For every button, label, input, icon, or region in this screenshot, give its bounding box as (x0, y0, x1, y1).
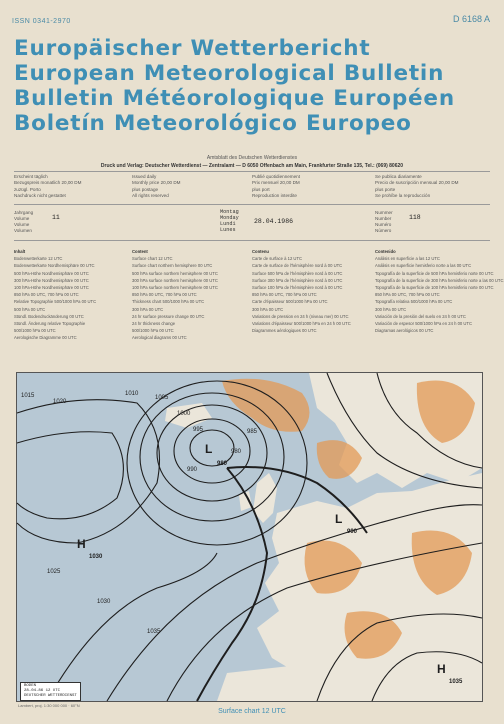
contents-item: Thickness chart 500/1000 hPa 00 UTC (132, 299, 205, 305)
isobar-label: 1030 (97, 599, 111, 605)
contents-item: Relative Topographie 500/1000 hPa 00 UTC (14, 299, 97, 305)
contents-item: 300 hPa surface northern hemisphere 00 UTC (132, 277, 218, 283)
contents-heading: Contenido (375, 249, 396, 254)
contents-item: Topografía relativa 500/1000 hPa 00 UTC (375, 299, 453, 305)
contents-item: Variación de espesor 500/1000 hPa en 24 h 00 UTC (375, 321, 472, 327)
info-english (132, 174, 181, 199)
contents-item: 100 hPa surface northern hemisphere 00 UTC (132, 285, 218, 291)
isobar-label: 1025 (47, 569, 61, 575)
contents-french (252, 248, 364, 334)
contents-item: Aerologische Diagramme 00 UTC (14, 335, 77, 341)
volume-divider (14, 240, 490, 241)
low-pressure-value: 990 (347, 529, 358, 535)
info-french (252, 174, 300, 199)
volume-block (14, 210, 74, 234)
contents-item: Topografía de la superficie de 100 hPa hemisferio norte 00 UTC (375, 285, 494, 291)
volume-label: Volume (14, 216, 30, 221)
contents-item: 24 hr thickness change (132, 321, 176, 327)
number-value: 118 (409, 214, 421, 221)
isobar-label: 1000 (177, 411, 191, 417)
contents-german (14, 248, 126, 342)
info-line: plus postage (132, 186, 159, 192)
info-line: Monthly price 20,00 DM (132, 180, 181, 186)
volume-label: Jahrgang (14, 210, 34, 215)
contents-item: Topografía de la superficie de 300 hPa hemisferio norte a las 00 UTC (375, 277, 504, 283)
title-french: Bulletin Météorologique Européen (14, 86, 455, 111)
contents-item: Diagramas aerológicos 00 UTC (375, 328, 434, 334)
isobar-label: 1020 (53, 399, 67, 405)
contents-item: 850 hPa 00 UTC, 700 hPa 00 UTC (14, 292, 79, 298)
contents-item: 500/1000 hPa 00 UTC (132, 328, 174, 334)
stamp-line: BODEN (24, 684, 37, 688)
contents-english (132, 248, 244, 342)
contents-item: Surface chart northern hemisphere 00 UTC (132, 263, 213, 269)
contents-item: Carte de surface de l'hémisphère nord à 00 UTC (252, 263, 343, 269)
isobar-label: 990 (187, 467, 198, 473)
contents-item: 100 hPa-Höhe Nordhemisphäre 00 UTC (14, 285, 89, 291)
contents-item: Variación de la presión del suelo en 24 h 00 UTC (375, 313, 466, 319)
issn-number: ISSN 0341-2970 (12, 18, 71, 25)
isobar-label: 1005 (155, 395, 169, 401)
low-pressure-value: 980 (217, 461, 228, 467)
info-line: plus port (252, 186, 270, 192)
contents-item: Bodenwetterkarte Nordhemisphäre 00 UTC (14, 263, 95, 269)
volume-label: Volumen (14, 228, 32, 233)
contents-item: Análisis en superficie hemisferio norte a las 00 UTC (375, 263, 472, 269)
high-pressure-value: 1035 (449, 679, 463, 685)
volume-label: Volume (14, 222, 30, 227)
contents-heading: Inhalt (14, 249, 26, 254)
weekday-label: Lunes (220, 227, 236, 233)
info-line: Nachdruck nicht gestattet (14, 192, 66, 198)
isobar-label: 1015 (21, 393, 35, 399)
number-label: Numéro (375, 222, 392, 227)
isobar-label: 980 (231, 449, 242, 455)
contents-item: Surface 100 hPa de l'hémisphère nord à 00 UTC (252, 285, 343, 291)
contents-item: Carte d'épaisseur 500/1000 hPa 00 UTC (252, 299, 328, 305)
contents-item: 300 hPa-Höhe Nordhemisphäre 00 UTC (14, 277, 89, 283)
low-pressure-marker: L (205, 442, 213, 456)
contents-item: Surface chart 12 UTC (132, 256, 173, 262)
info-line: Prix mensuel 20,00 DM (252, 180, 300, 186)
volume-value: 11 (52, 214, 60, 221)
info-line: Bezugspreis monatlich 20,00 DM (14, 180, 82, 186)
contents-item: Diagrammes aérologiques 00 UTC (252, 328, 317, 334)
info-german (14, 174, 81, 199)
contents-item: 850 hPa 00 UTC, 700 hPa 00 UTC (132, 292, 197, 298)
info-line: All rights reserved (132, 192, 169, 198)
contents-item: 500 hPa surface northern hemisphere 00 UTC (132, 270, 218, 276)
publisher-line: Druck und Verlag: Deutscher Wetterdienst — Zentralamt — D 6050 Offenbach am Main, Frankfurter Straße 135, Tel.: (069) 80620 (100, 163, 404, 169)
isobar-label: 985 (247, 429, 258, 435)
info-line: Publié quotidiennement (252, 174, 301, 179)
isobar-label: 1010 (125, 391, 139, 397)
official-gazette-line: Amtsblatt des Deutschen Wetterdienstes (206, 155, 298, 161)
contents-item: Variations de pression en 24 h (niveau mer) 00 UTC (252, 313, 349, 319)
contents-item: 500 hPa-Höhe Nordhemisphäre 00 UTC (14, 270, 89, 276)
weekday-label: Montag (220, 209, 239, 215)
isobar-label: 995 (193, 427, 204, 433)
weekday-block (220, 209, 239, 233)
contents-item: Aerological diagrams 00 UTC (132, 335, 187, 341)
contents-spanish (375, 248, 504, 334)
chart-stamp (20, 682, 81, 701)
isobar-label: 1035 (147, 629, 161, 635)
title-german: Europäischer Wetterbericht (14, 36, 371, 61)
contents-item: Surface 500 hPa de l'hémisphère nord à 00 UTC (252, 270, 343, 276)
info-line: Precio de suscripción mensual 20,00 DM (375, 180, 459, 186)
issue-date: 28.04.1986 (254, 218, 294, 225)
info-line: Reproduction interdite (252, 192, 297, 198)
number-label: Number (375, 216, 392, 221)
high-pressure-value: 1030 (89, 554, 103, 560)
info-spanish (375, 174, 459, 199)
info-line: zuzügl. Porto (14, 186, 41, 192)
title-english: European Meteorological Bulletin (14, 61, 445, 86)
info-line: plus porte (375, 186, 396, 192)
number-label: Nummer (375, 210, 393, 215)
number-label: Número (375, 228, 392, 233)
contents-item: 300 hPa 00 UTC (252, 306, 284, 312)
contents-item: 300 hPa 00 UTC (132, 306, 164, 312)
contents-item: Carte de surface à 12 UTC (252, 256, 303, 262)
info-line: Se publica diariamente (375, 174, 422, 179)
info-line: Erscheint täglich (14, 174, 48, 179)
weekday-label: Monday (220, 215, 239, 221)
contents-item: 24 hr surface pressure change 00 UTC (132, 313, 205, 319)
contents-item: Surface 300 hPa de l'hémisphère nord à 00 UTC (252, 277, 343, 283)
header-divider (14, 171, 490, 172)
map-caption: Surface chart 12 UTC (218, 708, 286, 715)
low-pressure-marker: L (335, 512, 343, 526)
number-block (375, 210, 475, 234)
document-number: D 6168 A (452, 14, 490, 24)
weekday-label: Lundi (220, 221, 236, 227)
contents-item: 500/1000 hPa 00 UTC (14, 328, 56, 334)
contents-item: Stündl. Bodendruckänderung 00 UTC (14, 313, 84, 319)
contents-item: 850 hPa 00 UTC, 700 hPa 00 UTC (252, 292, 317, 298)
contents-item: 300 hPa 00 UTC (375, 306, 407, 312)
stamp-line: 28-04-86 12 UTC (24, 689, 61, 693)
info-divider (14, 204, 490, 205)
surface-weather-map (16, 372, 483, 702)
contents-item: 500 hPa 00 UTC (14, 306, 46, 312)
contents-item: Variations d'épaisseur 500/1000 hPa en 24 h 00 UTC (252, 321, 351, 327)
info-line: Issued daily (132, 174, 157, 179)
title-spanish: Boletín Meteorológico Europeo (14, 111, 412, 136)
info-line: Se prohíbe la reproducción (375, 192, 431, 198)
high-pressure-marker: H (77, 537, 86, 551)
contents-item: Topografía de la superficie de 500 hPa hemisferio norte 00 UTC (375, 270, 494, 276)
contents-heading: Content (132, 249, 148, 254)
stamp-line: DEUTSCHER WETTERDIENST (24, 694, 77, 698)
contents-heading: Contenu (252, 249, 269, 254)
map-scale-note: Lambert, proj. 1:30 000 000 · 60°N (18, 703, 80, 708)
contents-item: 850 hPa 00 UTC, 700 hPa 00 UTC (375, 292, 440, 298)
contents-item: Análisis en superficie a las 12 UTC (375, 256, 440, 262)
high-pressure-marker: H (437, 662, 446, 676)
contents-item: Stündl. Änderung relative Topographie (14, 321, 86, 327)
masthead-titles (14, 36, 494, 136)
contents-item: Bodenwetterkarte 12 UTC (14, 256, 63, 262)
